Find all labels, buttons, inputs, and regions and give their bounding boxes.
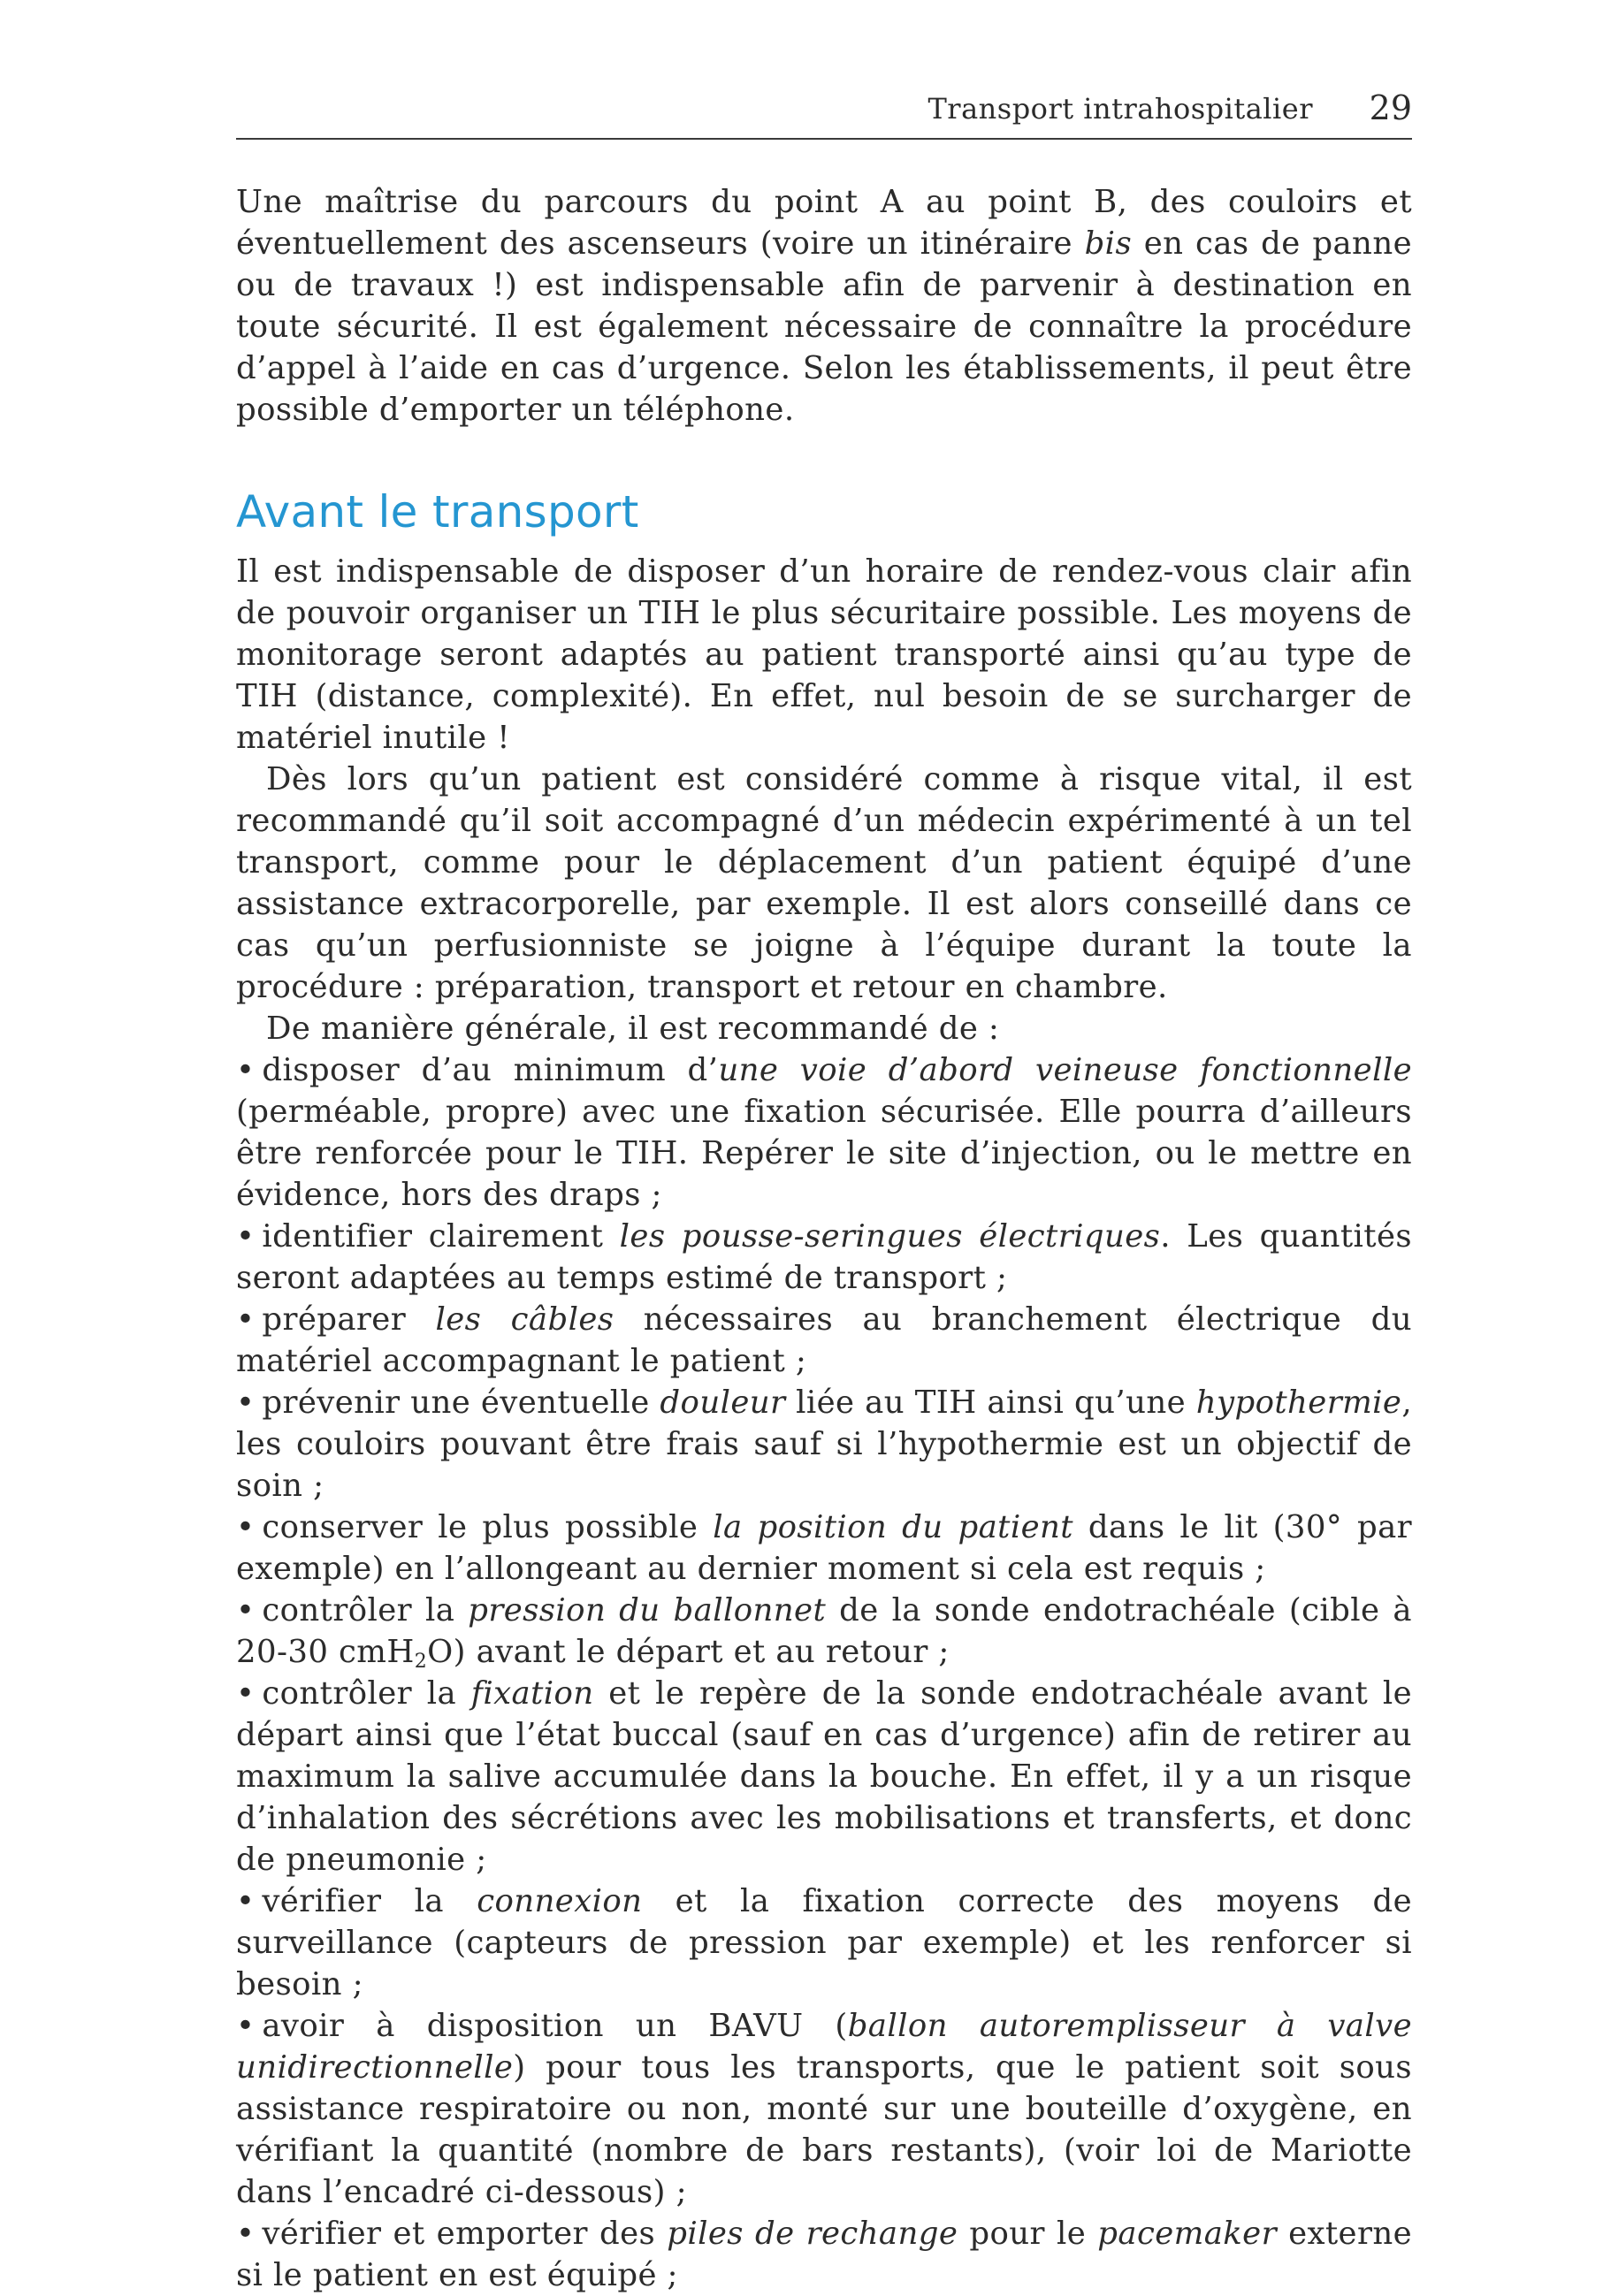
text-run: contrôler la xyxy=(262,1592,469,1629)
italic-run: ballon autoremplisseur à valve unidirectionnelle xyxy=(236,2008,1412,2086)
italic-run: la position du patient xyxy=(713,1509,1073,1545)
italic-run: les pousse-seringues électriques xyxy=(619,1218,1161,1255)
text-run: conserver le plus possible xyxy=(262,1509,714,1545)
italic-run: bis xyxy=(1084,225,1133,262)
list-item xyxy=(236,1382,1412,1507)
list-item xyxy=(236,1216,1412,1299)
bullet-symbol: • xyxy=(236,1883,256,1919)
text-run: pour le xyxy=(958,2216,1098,2252)
italic-run: pacemaker xyxy=(1097,2216,1277,2252)
text-run: et le repère de la sonde endotrachéale avant le départ ainsi que l’état buccal (sauf en cas d’urgence) afin de retirer au maximum la salive accumulée dans la bouche. En effet, il y a un risque d’inhalation des sécrétions avec les mobilisations et transferts, et donc de pneumonie ; xyxy=(236,1675,1412,1878)
paragraph-general-recommendations: De manière générale, il est recommandé de : xyxy=(266,1011,1000,1047)
text-run: en cas de panne ou de travaux !) est indispensable afin de parvenir à destination en toute sécurité. Il est également nécessaire de connaître la procédure d’appel à l’aide en cas d’urgence. Selon les établissements, il peut être possible d’emporter un téléphone. xyxy=(236,225,1412,428)
text-run: , les couloirs pouvant être frais sauf si l’hypothermie est un objectif de soin ; xyxy=(236,1384,1412,1504)
subscript: 2 xyxy=(414,1651,428,1673)
list-item xyxy=(236,1590,1412,1673)
text-run: nécessaires au branchement électrique du matériel accompagnant le patient ; xyxy=(236,1301,1412,1379)
italic-run: fixation xyxy=(470,1675,594,1712)
italic-run: connexion xyxy=(477,1883,643,1919)
bullet-symbol: • xyxy=(236,2216,256,2252)
italic-run: douleur xyxy=(660,1384,786,1421)
text-run: et la fixation correcte des moyens de surveillance (capteurs de pression par exemple) et les renforcer si besoin ; xyxy=(236,1883,1413,2002)
bullet-symbol: • xyxy=(236,1509,256,1545)
list-item xyxy=(236,2005,1412,2213)
running-title: Transport intrahospitalier xyxy=(927,92,1313,126)
text-run: vérifier et emporter des xyxy=(262,2216,668,2252)
paragraph-schedule: Il est indispensable de disposer d’un horaire de rendez-vous clair afin de pouvoir organiser un TIH le plus sécuritaire possible. Les moyens de monitorage seront adaptés au patient transporté ainsi qu’au type de TIH (distance, complexité). En effet, nul besoin de se surcharger de matériel inutile ! xyxy=(236,553,1412,756)
text-run: contrôler la xyxy=(262,1675,471,1712)
section-heading: Avant le transport xyxy=(236,486,639,538)
list-item xyxy=(236,1049,1412,1216)
text-run: disposer d’au minimum d’ xyxy=(262,1052,719,1088)
page-number: 29 xyxy=(1369,88,1412,127)
text-run: O) avant le départ et au retour ; xyxy=(427,1634,950,1670)
paragraph-vital-risk: Dès lors qu’un patient est considéré comme à risque vital, il est recommandé qu’il soit accompagné d’un médecin expérimenté à un tel transport, comme pour le déplacement d’un patient équipé d’une assistance extracorporelle, par exemple. Il est alors conseillé dans ce cas qu’un perfusionniste se joigne à l’équipe durant la toute la procédure : préparation, transport et retour en chambre. xyxy=(236,761,1412,1005)
text-run: Une maîtrise du parcours du point A au point B, des couloirs et éventuellement des ascenseurs (voire un itinéraire xyxy=(236,184,1412,262)
list-item xyxy=(236,1507,1412,1590)
bullet-symbol: • xyxy=(236,1675,256,1712)
text-run: liée au TIH ainsi qu’une xyxy=(785,1384,1196,1421)
italic-run: hypothermie xyxy=(1195,1384,1402,1421)
list-item xyxy=(236,1880,1412,2005)
bullet-symbol: • xyxy=(236,1301,256,1338)
intro-paragraph xyxy=(236,181,1412,431)
text-run: de la sonde endotrachéale (cible à 20-30 cmH xyxy=(236,1592,1412,1670)
bullet-symbol: • xyxy=(236,1052,256,1088)
bullet-symbol: • xyxy=(236,2008,256,2044)
text-run: préparer xyxy=(262,1301,436,1338)
italic-run: pression du ballonnet xyxy=(468,1592,827,1629)
list-item xyxy=(236,1299,1412,1382)
text-run: . Les quantités seront adaptées au temps estimé de transport ; xyxy=(236,1218,1412,1296)
running-header xyxy=(236,88,1412,140)
text-run: externe si le patient en est équipé ; xyxy=(236,2216,1413,2293)
italic-run: les câbles xyxy=(435,1301,614,1338)
bullet-symbol: • xyxy=(236,1218,256,1255)
text-run: avoir à disposition un BAVU ( xyxy=(262,2008,848,2044)
bullet-symbol: • xyxy=(236,1592,256,1629)
text-run: prévenir une éventuelle xyxy=(262,1384,660,1421)
italic-run: une voie d’abord veineuse fonctionnelle xyxy=(718,1052,1412,1088)
list-item xyxy=(236,1673,1412,1880)
page-body xyxy=(236,181,1412,2296)
text-run: ) pour tous les transports, que le patient soit sous assistance respiratoire ou non, monté sur une bouteille d’oxygène, en vérifiant la quantité (nombre de bars restants), (voir loi de Mariotte dans l’encadré ci-dessous) ; xyxy=(236,2049,1412,2210)
bullet-symbol: • xyxy=(236,1384,256,1421)
text-run: dans le lit (30° par exemple) en l’allongeant au dernier moment si cela est requis ; xyxy=(236,1509,1412,1587)
text-run: identifier clairement xyxy=(262,1218,620,1255)
list-item xyxy=(236,2213,1412,2296)
italic-run: piles de rechange xyxy=(667,2216,958,2252)
text-run: (perméable, propre) avec une fixation sécurisée. Elle pourra d’ailleurs être renforcée pour le TIH. Repérer le site d’injection, ou le mettre en évidence, hors des draps ; xyxy=(236,1094,1412,1213)
text-run: vérifier la xyxy=(262,1883,477,1919)
recommendation-list xyxy=(236,1049,1412,2296)
